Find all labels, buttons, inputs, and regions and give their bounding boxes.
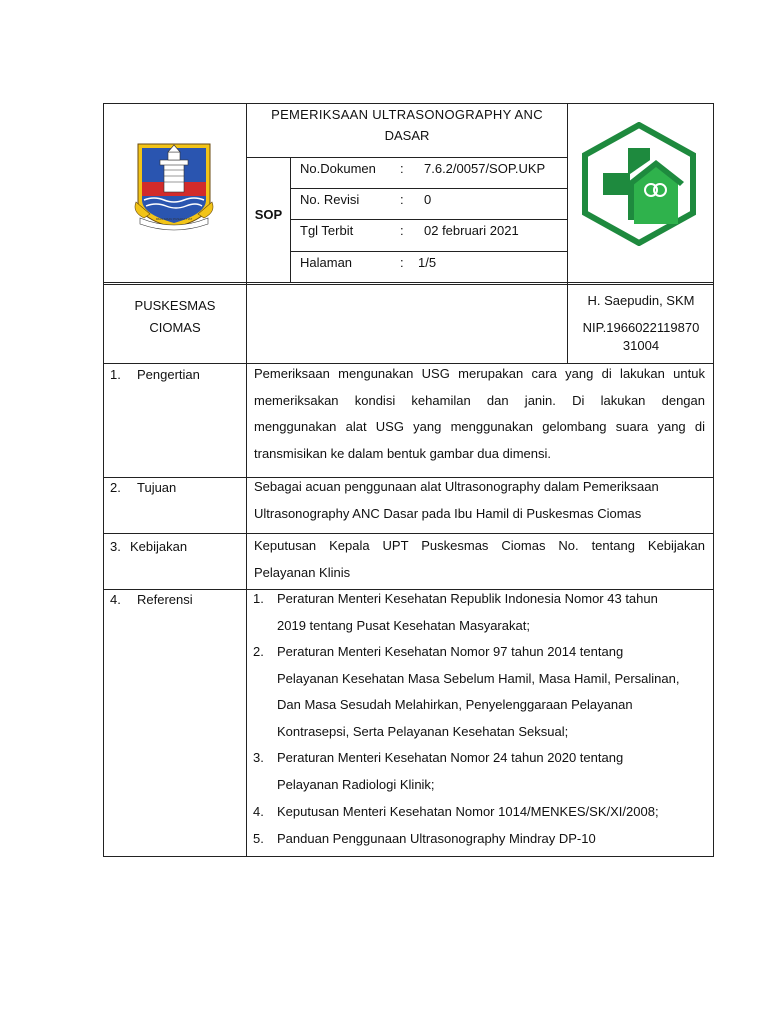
reference-list (253, 586, 707, 854)
reference-line: Pelayanan Radiologi Klinik; (277, 776, 435, 792)
organization-name-line-2: CIOMAS (149, 320, 201, 335)
reference-line: Kontrasepsi, Serta Pelayanan Kesehatan Seksual; (277, 723, 569, 739)
organization-name-line-1: PUSKESMAS (134, 298, 216, 313)
body-line: Sebagai acuan penggunaan alat Ultrasonography dalam Pemeriksaan (254, 479, 659, 494)
body-line: Pelayanan Klinis (254, 564, 351, 580)
reference-number: 2. (253, 644, 264, 659)
field-value: 7.6.2/0057/SOP.UKP (424, 161, 546, 176)
section-number: 4. (110, 592, 121, 607)
body-line: menggunakan alat USG yang menggunakan gelombang suara yang di (254, 419, 705, 434)
reference-line: Peraturan Menteri Kesehatan Republik Indonesia Nomor 43 tahun (277, 591, 658, 606)
reference-line: Panduan Penggunaan Ultrasonography Mindray DP-10 (277, 831, 596, 846)
reference-line: Pelayanan Kesehatan Masa Sebelum Hamil, Masa Hamil, Persalinan, (277, 670, 680, 686)
puskesmas-cross-icon (576, 122, 702, 246)
document-title-line-1: PEMERIKSAAN ULTRASONOGRAPHY ANC (271, 107, 543, 122)
reference-line: Keputusan Menteri Kesehatan Nomor 1014/MENKES/SK/XI/2008; (277, 804, 659, 819)
reference-line: Dan Masa Sesudah Melahirkan, Penyelenggaraan Pelayanan (277, 697, 633, 712)
body-line: memeriksakan kondisi kehamilan dan janin. Di lakukan dengan (254, 392, 705, 408)
reference-number: 3. (253, 750, 264, 765)
sop-label: SOP (254, 207, 283, 222)
section-number: 1. (110, 367, 121, 382)
reference-number: 1. (253, 591, 264, 606)
field-separator: : (400, 192, 404, 207)
reference-line: 2019 tentang Pusat Kesehatan Masyarakat; (277, 617, 530, 633)
field-label: Halaman (300, 255, 353, 270)
section-number: 3. (110, 539, 121, 554)
field-label: Tgl Terbit (300, 223, 354, 238)
field-separator: : (400, 223, 404, 238)
body-line: transmisikan ke dalam bentuk gambar dua dimensi. (254, 445, 551, 461)
field-label: No.Dokumen (300, 161, 376, 176)
emblem-motto: IMAN MAJU PUSAKA TIAT (155, 217, 193, 221)
field-value: 02 februari 2021 (424, 223, 519, 238)
section-label: Pengertian (137, 367, 200, 382)
field-label: No. Revisi (300, 192, 360, 207)
reference-line: Peraturan Menteri Kesehatan Nomor 24 tahun 2020 tentang (277, 750, 624, 765)
signer-nip-line-2: 31004 (622, 338, 660, 353)
reference-number: 5. (253, 831, 264, 846)
signer-nip-line-1: NIP.1966022119870 (582, 320, 700, 335)
section-body (254, 474, 705, 527)
section-body (254, 361, 705, 467)
field-value: 0 (424, 192, 432, 207)
section-label: Tujuan (137, 480, 177, 495)
field-separator: : (400, 161, 404, 176)
signer-name: H. Saepudin, SKM (587, 293, 695, 308)
field-value: 1/5 (418, 255, 437, 270)
section-label: Kebijakan (130, 539, 188, 554)
section-number: 2. (110, 480, 121, 495)
document-title-line-2: DASAR (384, 128, 430, 143)
puskesmas-logo (576, 122, 702, 246)
field-separator: : (400, 255, 404, 270)
reference-number: 4. (253, 804, 264, 819)
body-line: Ultrasonography ANC Dasar pada Ibu Hamil di Puskesmas Ciomas (254, 505, 642, 521)
reference-line: Peraturan Menteri Kesehatan Nomor 97 tahun 2014 tentang (277, 644, 624, 659)
regency-emblem-logo (134, 140, 214, 232)
body-line: Keputusan Kepala UPT Puskesmas Ciomas No. tentang Kebijakan (254, 538, 705, 553)
section-body (254, 533, 705, 586)
section-label: Referensi (137, 592, 193, 607)
body-line: Pemeriksaan mengunakan USG merupakan cara yang di lakukan untuk (254, 366, 705, 381)
